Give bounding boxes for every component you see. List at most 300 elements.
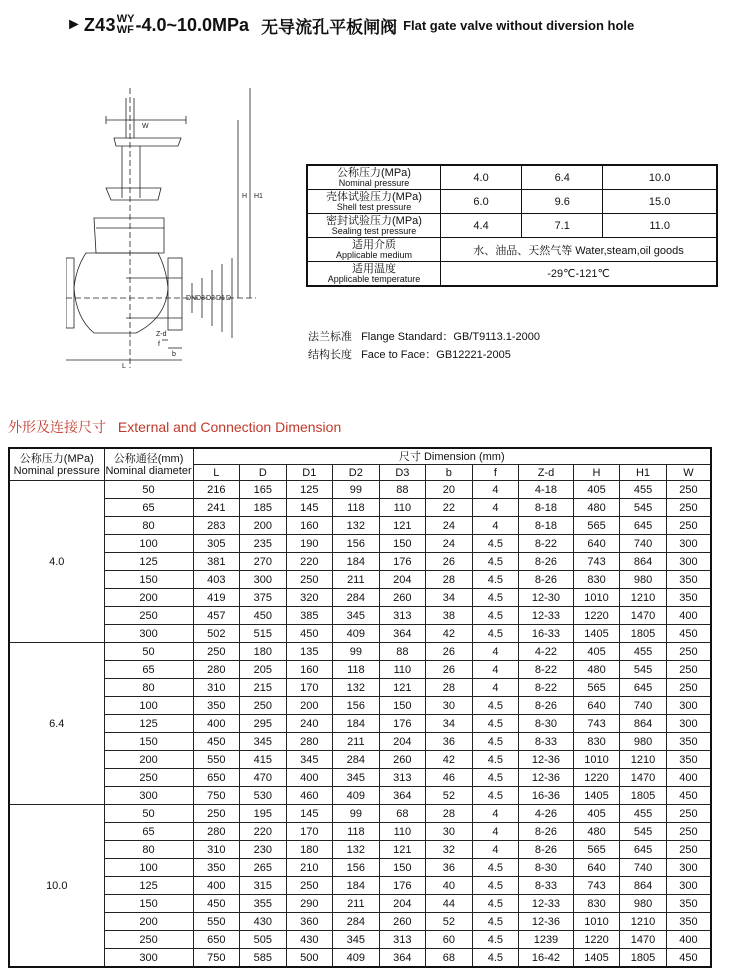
- dimension-cell: 360: [286, 913, 333, 931]
- dimension-cell: 455: [620, 643, 667, 661]
- dimension-cell: 1470: [620, 607, 667, 625]
- table-row: [9, 571, 711, 589]
- dimension-cell: 250: [666, 517, 711, 535]
- spec-value: 6.0: [441, 190, 522, 214]
- dimension-cell: 385: [286, 607, 333, 625]
- label-dn: DN: [186, 295, 197, 302]
- dimension-cell: 204: [379, 571, 426, 589]
- nominal-diameter-cell: 125: [104, 877, 193, 895]
- dimension-cell: 22: [426, 499, 473, 517]
- dimension-cell: 280: [193, 823, 240, 841]
- column-header: W: [666, 465, 711, 481]
- dimension-cell: 355: [240, 895, 287, 913]
- nominal-diameter-cell: 200: [104, 751, 193, 769]
- dimension-cell: 645: [620, 841, 667, 859]
- dimension-cell: 1470: [620, 769, 667, 787]
- dimension-cell: 42: [426, 751, 473, 769]
- spec-label-cn: 壳体试验压力(MPa): [326, 190, 422, 203]
- spec-label-cn: 公称压力(MPa): [337, 166, 411, 179]
- dimension-cell: 1405: [573, 787, 620, 805]
- dimension-cell: 4: [472, 481, 519, 499]
- table-row: [9, 823, 711, 841]
- table-row: [9, 805, 711, 823]
- dimension-cell: 260: [379, 589, 426, 607]
- pressure-group-cell: 10.0: [9, 805, 104, 968]
- label-d: D: [226, 295, 232, 302]
- dimension-cell: 1805: [620, 625, 667, 643]
- label-d3: D3: [196, 295, 205, 302]
- dimension-cell: 640: [573, 697, 620, 715]
- dimension-cell: 118: [333, 661, 380, 679]
- dimension-cell: 170: [286, 679, 333, 697]
- dimension-cell: 28: [426, 571, 473, 589]
- dimension-cell: 184: [333, 553, 380, 571]
- dimension-cell: 170: [286, 823, 333, 841]
- dimension-cell: 20: [426, 481, 473, 499]
- spec-value: 11.0: [603, 214, 717, 238]
- dimension-cell: 204: [379, 895, 426, 913]
- dimension-cell: 176: [379, 877, 426, 895]
- dimension-cell: 8-22: [519, 661, 574, 679]
- dimension-cell: 40: [426, 877, 473, 895]
- dimension-cell: 300: [666, 859, 711, 877]
- dimension-cell: 250: [666, 841, 711, 859]
- label-h1: H1: [254, 193, 263, 200]
- dimension-cell: 160: [286, 661, 333, 679]
- dimension-cell: 250: [286, 877, 333, 895]
- dimension-cell: 280: [286, 733, 333, 751]
- dimension-cell: 135: [286, 643, 333, 661]
- dimension-cell: 8-22: [519, 535, 574, 553]
- dimension-cell: 156: [333, 535, 380, 553]
- dimension-cell: 300: [240, 571, 287, 589]
- table-row: [9, 913, 711, 931]
- dimension-cell: 545: [620, 499, 667, 517]
- dimension-cell: 8-33: [519, 877, 574, 895]
- dimension-cell: 350: [666, 589, 711, 607]
- spec-label: [307, 190, 441, 214]
- dimension-cell: 4.5: [472, 553, 519, 571]
- dimension-cell: 1210: [620, 589, 667, 607]
- dimension-cell: 545: [620, 823, 667, 841]
- arrow-icon: ►: [66, 16, 82, 33]
- dimension-cell: 345: [240, 733, 287, 751]
- table-row: [9, 787, 711, 805]
- dimension-cell: 16-42: [519, 949, 574, 968]
- dimension-cell: 502: [193, 625, 240, 643]
- section-heading-en: External and Connection Dimension: [117, 419, 342, 435]
- spec-value-merged: -29℃-121℃: [441, 262, 718, 287]
- dimension-cell: 211: [333, 895, 380, 913]
- dimension-cell: 409: [333, 787, 380, 805]
- table-row: [9, 481, 711, 499]
- face-to-face-value: Face to Face：GB12221-2005: [361, 349, 511, 361]
- dimension-cell: 200: [286, 697, 333, 715]
- column-header: D1: [286, 465, 333, 481]
- header-diameter-cn: 公称通径(mm): [113, 452, 184, 465]
- dimension-cell: 450: [666, 625, 711, 643]
- dimension-cell: 270: [240, 553, 287, 571]
- nominal-diameter-cell: 65: [104, 499, 193, 517]
- dimension-cell: 419: [193, 589, 240, 607]
- table-row: [9, 589, 711, 607]
- dimension-cell: 250: [666, 481, 711, 499]
- dimension-cell: 310: [193, 679, 240, 697]
- pressure-group-cell: 4.0: [9, 481, 104, 643]
- dimension-cell: 241: [193, 499, 240, 517]
- dimension-cell: 250: [193, 805, 240, 823]
- dimension-cell: 400: [666, 931, 711, 949]
- nominal-diameter-cell: 250: [104, 607, 193, 625]
- nominal-diameter-cell: 300: [104, 625, 193, 643]
- dimension-cell: 8-26: [519, 841, 574, 859]
- table-row: [9, 697, 711, 715]
- dimension-cell: 740: [620, 859, 667, 877]
- dimension-cell: 160: [286, 517, 333, 535]
- column-header: f: [472, 465, 519, 481]
- face-to-face-key: 结构长度: [308, 349, 352, 361]
- header-dimension: 尺寸 Dimension (mm): [193, 448, 711, 465]
- nominal-diameter-cell: 80: [104, 841, 193, 859]
- nominal-diameter-cell: 300: [104, 787, 193, 805]
- table-row: [9, 679, 711, 697]
- dimension-cell: 350: [666, 751, 711, 769]
- dimension-cell: 550: [193, 751, 240, 769]
- dimension-cell: 211: [333, 733, 380, 751]
- dimension-cell: 295: [240, 715, 287, 733]
- column-header: L: [193, 465, 240, 481]
- dimension-cell: 350: [666, 733, 711, 751]
- nominal-diameter-cell: 100: [104, 535, 193, 553]
- dimension-cell: 132: [333, 517, 380, 535]
- dimension-cell: 350: [193, 859, 240, 877]
- dimension-cell: 12-33: [519, 895, 574, 913]
- dimension-cell: 4.5: [472, 535, 519, 553]
- dimension-cell: 400: [666, 769, 711, 787]
- dimension-cell: 4.5: [472, 769, 519, 787]
- dimension-cell: 430: [286, 931, 333, 949]
- dimension-cell: 350: [666, 571, 711, 589]
- dimension-cell: 400: [666, 607, 711, 625]
- dimension-cell: 450: [666, 949, 711, 968]
- spec-label-cn: 密封试验压力(MPa): [326, 214, 422, 227]
- dimension-cell: 320: [286, 589, 333, 607]
- dimension-cell: 52: [426, 787, 473, 805]
- table-row: [9, 751, 711, 769]
- nominal-diameter-cell: 250: [104, 769, 193, 787]
- dimension-cell: 12-36: [519, 751, 574, 769]
- dimension-cell: 4.5: [472, 625, 519, 643]
- dimension-cell: 250: [666, 661, 711, 679]
- dimension-cell: 12-36: [519, 769, 574, 787]
- dimension-cell: 645: [620, 679, 667, 697]
- dimension-cell: 260: [379, 913, 426, 931]
- label-d1: D1: [216, 295, 225, 302]
- label-w: W: [142, 123, 149, 130]
- dimension-cell: 250: [666, 805, 711, 823]
- dimension-cell: 150: [379, 535, 426, 553]
- dimension-cell: 24: [426, 535, 473, 553]
- header-pressure-cn: 公称压力(MPa): [19, 452, 94, 465]
- nominal-diameter-cell: 50: [104, 805, 193, 823]
- label-f: f: [158, 341, 160, 348]
- dimension-cell: 180: [286, 841, 333, 859]
- table-row: [9, 625, 711, 643]
- dimension-cell: 457: [193, 607, 240, 625]
- dimension-cell: 455: [620, 805, 667, 823]
- dimension-cell: 8-26: [519, 571, 574, 589]
- label-zd: Z-d: [156, 331, 167, 338]
- dimension-cell: 4-26: [519, 805, 574, 823]
- dimension-cell: 350: [193, 697, 240, 715]
- dimension-cell: 743: [573, 877, 620, 895]
- dimension-cell: 364: [379, 949, 426, 968]
- flange-standard-value: Flange Standard：GB/T9113.1-2000: [361, 331, 541, 343]
- dimension-cell: 195: [240, 805, 287, 823]
- dimension-cell: 375: [240, 589, 287, 607]
- dimension-cell: 403: [193, 571, 240, 589]
- dimension-cell: 211: [333, 571, 380, 589]
- spec-row: [307, 165, 717, 190]
- dimension-cell: 118: [333, 823, 380, 841]
- dimension-cell: 1805: [620, 787, 667, 805]
- column-header: H1: [620, 465, 667, 481]
- dimension-cell: 400: [193, 715, 240, 733]
- dimension-cell: 750: [193, 787, 240, 805]
- pressure-range: -4.0~10.0MPa: [135, 14, 250, 35]
- dimension-cell: 88: [379, 481, 426, 499]
- dimension-cell: 364: [379, 625, 426, 643]
- dimension-cell: 28: [426, 679, 473, 697]
- dimension-cell: 176: [379, 715, 426, 733]
- model-sup: WY: [116, 13, 135, 25]
- nominal-diameter-cell: 50: [104, 643, 193, 661]
- spec-table: [306, 164, 718, 287]
- dimension-cell: 345: [286, 751, 333, 769]
- dimension-cell: 313: [379, 931, 426, 949]
- dimension-cell: 4.5: [472, 787, 519, 805]
- dimension-cell: 250: [240, 697, 287, 715]
- dimension-cell: 4: [472, 841, 519, 859]
- dimension-cell: 1010: [573, 751, 620, 769]
- nominal-diameter-cell: 150: [104, 733, 193, 751]
- dimension-cell: 250: [666, 499, 711, 517]
- dimension-cell: 36: [426, 859, 473, 877]
- dimension-cell: 150: [379, 697, 426, 715]
- dimension-cell: 550: [193, 913, 240, 931]
- dimension-cell: 743: [573, 715, 620, 733]
- nominal-diameter-cell: 100: [104, 859, 193, 877]
- spec-label-cn: 适用温度: [352, 262, 396, 275]
- dimension-cell: 284: [333, 751, 380, 769]
- dimension-cell: 110: [379, 499, 426, 517]
- nominal-diameter-cell: 50: [104, 481, 193, 499]
- dimension-cell: 313: [379, 769, 426, 787]
- table-row: [9, 535, 711, 553]
- nominal-diameter-cell: 250: [104, 931, 193, 949]
- table-row: [9, 931, 711, 949]
- dimension-cell: 240: [286, 715, 333, 733]
- face-to-face-standard: [308, 346, 511, 362]
- dimension-cell: 980: [620, 571, 667, 589]
- dimension-cell: 450: [286, 625, 333, 643]
- pressure-group-cell: 6.4: [9, 643, 104, 805]
- spec-row: [307, 262, 717, 287]
- dimension-cell: 405: [573, 805, 620, 823]
- valve-body: [74, 253, 168, 333]
- label-b: b: [172, 351, 176, 358]
- dimension-cell: 313: [379, 607, 426, 625]
- dimension-cell: 145: [286, 499, 333, 517]
- dimension-cell: 184: [333, 877, 380, 895]
- table-row: [9, 859, 711, 877]
- spec-row: [307, 190, 717, 214]
- column-header: b: [426, 465, 473, 481]
- dimension-cell: 864: [620, 715, 667, 733]
- table-row: [9, 949, 711, 968]
- dimension-cell: 28: [426, 805, 473, 823]
- dimension-cell: 280: [193, 661, 240, 679]
- flange-standard-key: 法兰标准: [308, 331, 352, 343]
- dimension-cell: 284: [333, 589, 380, 607]
- dimension-cell: 565: [573, 679, 620, 697]
- dimension-cell: 8-26: [519, 553, 574, 571]
- dimension-cell: 740: [620, 697, 667, 715]
- dimension-cell: 8-18: [519, 499, 574, 517]
- dimension-cell: 184: [333, 715, 380, 733]
- dimension-cell: 1239: [519, 931, 574, 949]
- dimension-cell: 250: [666, 643, 711, 661]
- dimension-cell: 480: [573, 823, 620, 841]
- dimension-cell: 750: [193, 949, 240, 968]
- dimension-cell: 4: [472, 805, 519, 823]
- nominal-diameter-cell: 200: [104, 913, 193, 931]
- dimension-cell: 450: [193, 733, 240, 751]
- title-cn: 无导流孔平板闸阀: [261, 17, 398, 37]
- spec-value: 4.4: [441, 214, 522, 238]
- spec-label-en: Shell test pressure: [336, 201, 412, 212]
- dimension-cell: 345: [333, 607, 380, 625]
- dimension-cell: 4.5: [472, 895, 519, 913]
- dimension-cell: 260: [379, 751, 426, 769]
- dimension-cell: 1220: [573, 769, 620, 787]
- dimension-cell: 52: [426, 913, 473, 931]
- spec-value: 15.0: [603, 190, 717, 214]
- dimension-cell: 165: [240, 481, 287, 499]
- dimension-cell: 743: [573, 553, 620, 571]
- nominal-diameter-cell: 80: [104, 679, 193, 697]
- table-row: [9, 517, 711, 535]
- dimension-cell: 283: [193, 517, 240, 535]
- dimension-cell: 640: [573, 859, 620, 877]
- dimension-cell: 24: [426, 517, 473, 535]
- dimension-cell: 176: [379, 553, 426, 571]
- label-d2: D2: [206, 295, 215, 302]
- spec-value: 4.0: [441, 165, 522, 190]
- dimension-cell: 8-18: [519, 517, 574, 535]
- model-variant: [117, 14, 135, 36]
- dimension-cell: 450: [193, 895, 240, 913]
- dimension-cell: 430: [240, 913, 287, 931]
- table-row: [9, 733, 711, 751]
- dimension-cell: 250: [286, 571, 333, 589]
- dimension-cell: 345: [333, 931, 380, 949]
- dimension-cell: 300: [666, 553, 711, 571]
- dimension-cell: 500: [286, 949, 333, 968]
- table-row: [9, 895, 711, 913]
- dimension-cell: 4.5: [472, 931, 519, 949]
- dimension-cell: 315: [240, 877, 287, 895]
- dimension-cell: 132: [333, 679, 380, 697]
- dimension-cell: 30: [426, 697, 473, 715]
- spec-label: [307, 214, 441, 238]
- flange-standard: [308, 328, 540, 344]
- dimension-table: [8, 447, 712, 968]
- nominal-diameter-cell: 125: [104, 553, 193, 571]
- dimension-cell: 1470: [620, 931, 667, 949]
- spec-value: 6.4: [522, 165, 603, 190]
- bonnet: [94, 218, 164, 253]
- dimension-cell: 460: [286, 787, 333, 805]
- dimension-cell: 121: [379, 679, 426, 697]
- dimension-cell: 210: [286, 859, 333, 877]
- dimension-cell: 284: [333, 913, 380, 931]
- spec-label: [307, 165, 441, 190]
- dimension-cell: 235: [240, 535, 287, 553]
- dimension-cell: 4.5: [472, 571, 519, 589]
- dimension-cell: 300: [666, 877, 711, 895]
- spec-label-en: Applicable temperature: [327, 273, 421, 284]
- section-heading-cn: 外形及连接尺寸: [8, 419, 106, 435]
- dimension-cell: 8-30: [519, 715, 574, 733]
- dimension-cell: 4.5: [472, 877, 519, 895]
- dimension-cell: 300: [666, 697, 711, 715]
- dimension-cell: 4-22: [519, 643, 574, 661]
- dimension-cell: 8-30: [519, 859, 574, 877]
- dimension-cell: 99: [333, 481, 380, 499]
- dimension-cell: 4: [472, 823, 519, 841]
- dimension-cell: 8-33: [519, 733, 574, 751]
- column-header: D2: [333, 465, 380, 481]
- dimension-cell: 830: [573, 571, 620, 589]
- dimension-cell: 4: [472, 661, 519, 679]
- dimension-cell: 26: [426, 661, 473, 679]
- dimension-cell: 4.5: [472, 589, 519, 607]
- dimension-cell: 864: [620, 877, 667, 895]
- dimension-cell: 455: [620, 481, 667, 499]
- table-row: [9, 661, 711, 679]
- dimension-cell: 650: [193, 769, 240, 787]
- dimension-cell: 125: [286, 481, 333, 499]
- dimension-cell: 364: [379, 787, 426, 805]
- dimension-cell: 216: [193, 481, 240, 499]
- dimension-cell: 400: [286, 769, 333, 787]
- dimension-cell: 250: [666, 679, 711, 697]
- dimension-cell: 180: [240, 643, 287, 661]
- nominal-diameter-cell: 150: [104, 895, 193, 913]
- dimension-cell: 121: [379, 841, 426, 859]
- title-en: Flat gate valve without diversion hole: [403, 17, 635, 33]
- nominal-diameter-cell: 150: [104, 571, 193, 589]
- dimension-cell: 99: [333, 643, 380, 661]
- dimension-cell: 345: [333, 769, 380, 787]
- dimension-cell: 4.5: [472, 607, 519, 625]
- dimension-cell: 204: [379, 733, 426, 751]
- dimension-cell: 230: [240, 841, 287, 859]
- dimension-cell: 26: [426, 553, 473, 571]
- dimension-cell: 1210: [620, 913, 667, 931]
- dimension-cell: 4.5: [472, 733, 519, 751]
